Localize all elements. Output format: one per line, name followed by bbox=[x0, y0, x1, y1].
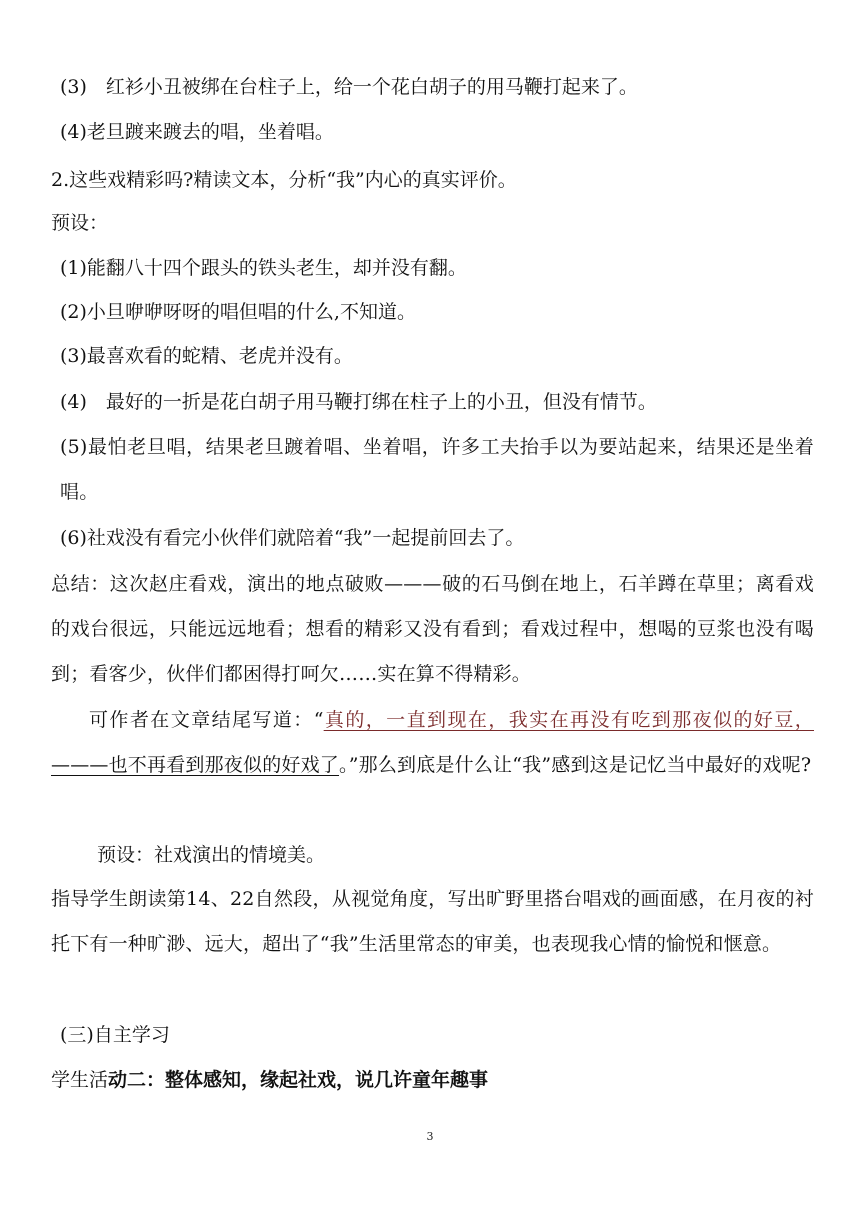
page-number: 3 bbox=[426, 1130, 434, 1143]
item-3: (3) 红衫小丑被绑在台柱子上，给一个花白胡子的用马鞭打起来了。 bbox=[60, 76, 638, 98]
preset-item-3: (3)最喜欢看的蛇精、老虎并没有。 bbox=[60, 345, 353, 367]
preset-item-4: (4) 最好的一折是花白胡子用马鞭打绑在柱子上的小丑，但没有情节。 bbox=[60, 391, 657, 413]
quote-line-2: ———也不再看到那夜似的好戏了 bbox=[51, 754, 340, 776]
question-2: 2.这些戏精彩吗?精读文本，分析“我”内心的真实评价。 bbox=[51, 169, 517, 191]
preset-item-2: (2)小旦咿咿呀呀的唱但唱的什么,不知道。 bbox=[60, 301, 416, 323]
activity-line bbox=[51, 1069, 814, 1091]
author-paragraph bbox=[51, 698, 814, 788]
preset-item-5: (5)最怕老旦唱，结果老旦踱着唱、坐着唱，许多工夫抬手以为要站起来，结果还是坐着唱。 bbox=[60, 436, 814, 503]
preset-item-6: (6)社戏没有看完小伙伴们就陪着“我”一起提前回去了。 bbox=[60, 527, 525, 549]
activity-pre: 学生活 bbox=[51, 1069, 109, 1091]
activity-title: 动二：整体感知，缘起社戏，说几许童年趣事 bbox=[108, 1069, 489, 1091]
author-post: 。”那么到底是什么让“我”感到这是记忆当中最好的戏呢? bbox=[339, 754, 812, 776]
preset-item-1: (1)能翻八十四个跟头的铁头老生，却并没有翻。 bbox=[60, 257, 467, 279]
guide-paragraph: 指导学生朗读第14、22自然段，从视觉角度，写出旷野里搭台唱戏的画面感，在月夜的衬托下有一种旷渺、远大，超出了“我”生活里常态的审美，也表现我心情的愉悦和惬意。 bbox=[51, 888, 814, 955]
quote-line-1: 真的，一直到现在，我实在再没有吃到那夜似的好豆， bbox=[323, 709, 814, 731]
preset-label: 预设： bbox=[51, 212, 109, 234]
summary-paragraph: 总结：这次赵庄看戏，演出的地点破败———破的石马倒在地上，石羊蹲在草里；离看戏的戏台很远，只能远远地看；想看的精彩又没有看到；看戏过程中，想喝的豆浆也没有喝到；看客少，伙伴们都困得打呵欠……实在算不得精彩。 bbox=[51, 573, 814, 685]
item-4: (4)老旦踱来踱去的唱，坐着唱。 bbox=[60, 121, 334, 143]
author-pre: 可作者在文章结尾写道：“ bbox=[89, 709, 324, 731]
preset-2: 预设：社戏演出的情境美。 bbox=[97, 844, 326, 866]
section-3-heading: (三)自主学习 bbox=[60, 1024, 170, 1046]
